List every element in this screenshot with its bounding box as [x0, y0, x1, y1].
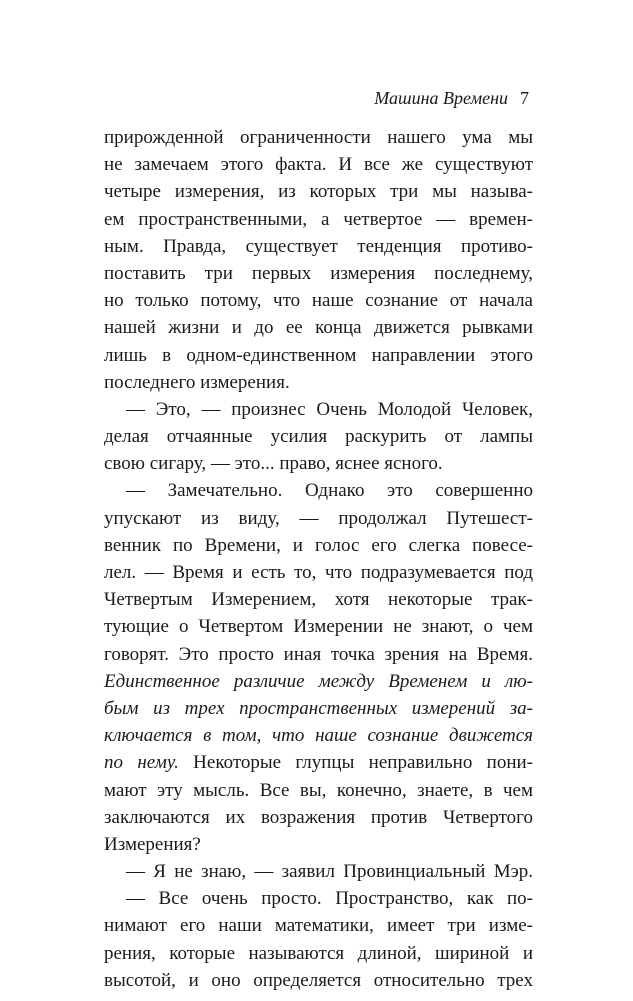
text-line: венник по Времени, и голос его слегка повесе- [104, 534, 533, 556]
text-line: — Это, — произнес Очень Молодой Человек, [126, 398, 533, 420]
text-line: делая отчаянные усилия раскурить от лампы [104, 426, 533, 448]
page-text [104, 124, 533, 994]
regular-run: Некоторые глупцы неправильно пони- [178, 752, 534, 774]
text-line: тующие о Четвертом Измерении не знают, о чем [104, 616, 533, 638]
text-line: ным. Правда, существует тенденция противо- [104, 235, 533, 257]
text-line: высотой, и оно определяется относительно трех [104, 969, 533, 991]
text-line: прирожденной ограниченности нашего ума мы [104, 127, 533, 148]
text-line: — Замечательно. Однако это совершенно [126, 480, 533, 502]
text-line: рения, которые называются длиной, шириной и [104, 942, 533, 964]
text-line: упускают из виду, — продолжал Путешест- [104, 507, 533, 529]
text-line: мают эту мысль. Все вы, конечно, знаете, в чем [104, 779, 533, 801]
text-line: свою сигару, — это... право, яснее ясного. [104, 453, 443, 475]
text-line: бым из трех пространственных измерений за- [104, 697, 533, 719]
text-line: — Я не знаю, — заявил Провинциальный Мэр. [126, 861, 533, 883]
text-line: не замечаем этого факта. И все же существуют [104, 154, 533, 176]
text-line: нимают его наши математики, имеет три изме- [104, 915, 533, 937]
text-line: поставить три первых измерения последнему, [104, 262, 533, 284]
text-line: ем пространственными, а четвертое — времен- [104, 208, 533, 230]
running-header [374, 88, 529, 109]
text-line: но только потому, что наше сознание от начала [104, 290, 533, 312]
text-line: говорят. Это просто иная точка зрения на Время. [104, 643, 533, 665]
page-number: 7 [520, 88, 529, 108]
text-line: Четвертым Измерением, хотя некоторые трак- [104, 589, 533, 611]
text-line: нашей жизни и до ее конца движется рывками [104, 317, 533, 339]
text-line: лел. — Время и есть то, что подразумевается под [104, 562, 533, 583]
italic-run: по нему. [104, 752, 179, 774]
text-line: Измерения? [104, 833, 201, 855]
text-line: — Все очень просто. Пространство, как по- [126, 888, 533, 910]
text-line: лишь в одном-единственном направлении этого [104, 344, 533, 366]
text-line: четыре измерения, из которых три мы называ- [104, 181, 533, 203]
text-line: заключаются их возражения против Четвертого [104, 806, 533, 828]
text-line: ключается в том, что наше сознание движется [104, 725, 533, 747]
book-title: Машина Времени [374, 88, 508, 108]
text-line: Единственное различие между Временем и лю- [104, 670, 533, 692]
text-line [104, 749, 533, 776]
text-line: последнего измерения. [104, 371, 290, 393]
